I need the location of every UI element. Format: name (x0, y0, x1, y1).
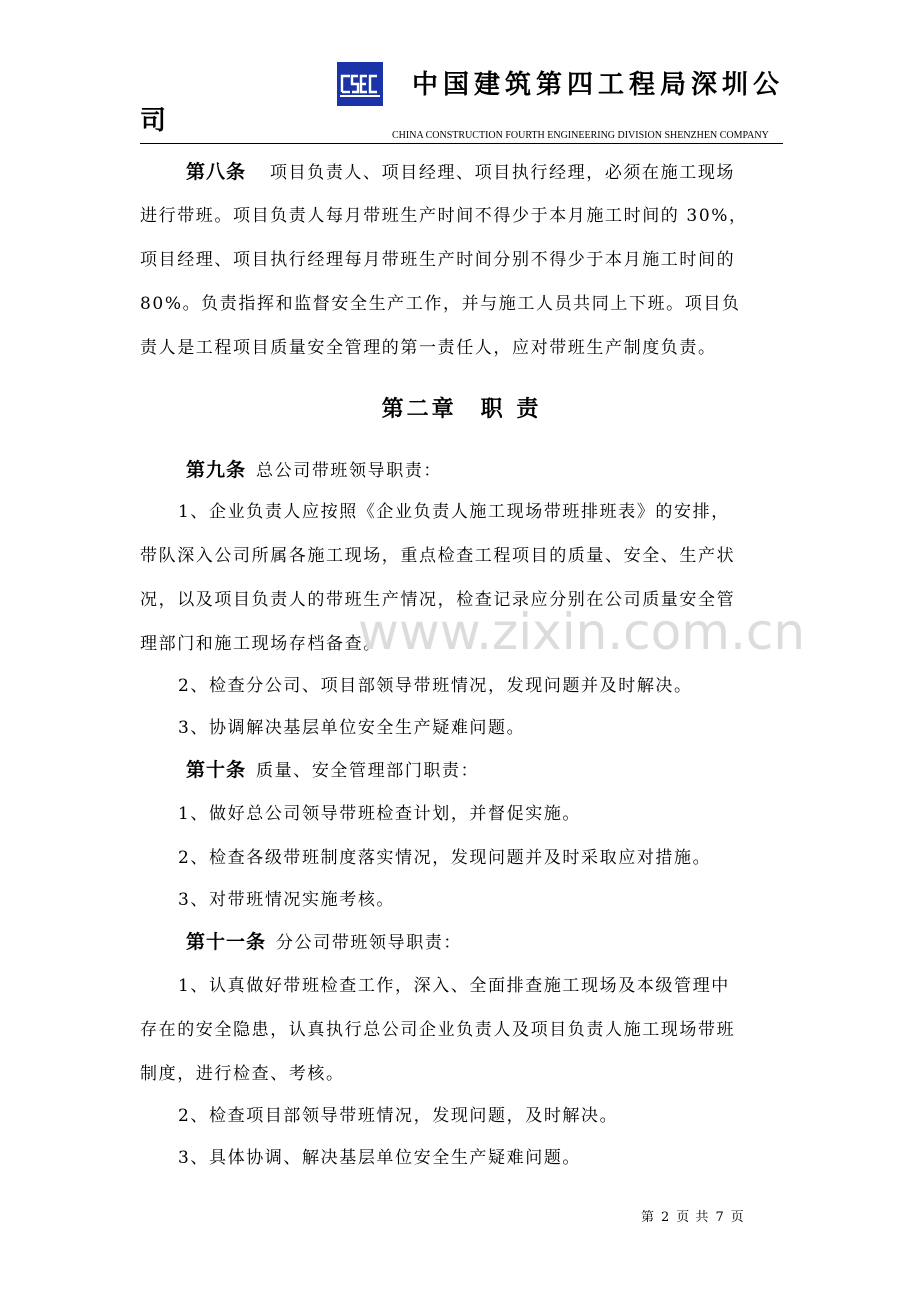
article-8-line-4: 80%。负责指挥和监督安全生产工作，并与施工人员共同上下班。项目负 (140, 294, 741, 314)
article-11-item-2 (140, 1096, 783, 1136)
article-8-label: 第八条 (186, 161, 247, 183)
page-number (638, 1206, 748, 1225)
article-9-item-2 (140, 666, 783, 706)
article-10-item-1-text: 1、做好总公司领导带班检查计划，并督促实施。 (178, 804, 582, 824)
article-11-label: 第十一条 (186, 931, 267, 953)
page-current: 2 (661, 1210, 671, 1225)
article-10-item-2 (140, 838, 783, 878)
article-10-item-3-text: 3、对带班情况实施考核。 (178, 890, 396, 910)
article-10-heading (140, 750, 783, 791)
article-9-item-2-text: 2、检查分公司、项目部领导带班情况，发现问题并及时解决。 (178, 676, 693, 696)
article-11-title: 分公司带班领导职责： (276, 933, 463, 953)
company-title: 中国建筑第四工程局深圳公 (412, 70, 785, 100)
article-11-item-1-line-3: 制度，进行检查、考核。 (140, 1064, 345, 1084)
article-9-item-3 (140, 708, 783, 748)
article-9-label: 第九条 (186, 459, 247, 481)
article-9-item-1-line-1 (140, 492, 783, 532)
article-10-title: 质量、安全管理部门职责： (256, 761, 480, 781)
article-11-heading (140, 922, 783, 963)
article-8-line-2: 进行带班。项目负责人每月带班生产时间不得少于本月施工时间的 30%， (140, 206, 748, 226)
article-9-item-1-text: 1、企业负责人应按照《企业负责人施工现场带班排班表》的安排， (178, 502, 730, 522)
article-11-item-3-text: 3、具体协调、解决基层单位安全生产疑难问题。 (178, 1148, 582, 1168)
chapter-title: 职 责 (480, 397, 542, 422)
article-11-item-1-text: 1、认真做好带班检查工作，深入、全面排查施工现场及本级管理中 (178, 976, 730, 996)
article-9-title: 总公司带班领导职责： (256, 461, 443, 481)
article-9-heading (140, 450, 783, 491)
article-9-item-1-line-2: 带队深入公司所属各施工现场，重点检查工程项目的质量、安全、生产状 (140, 546, 736, 566)
article-9-item-1-line-3: 况，以及项目负责人的带班生产情况，检查记录应分别在公司质量安全管 (140, 590, 736, 610)
chapter-heading (140, 392, 783, 423)
article-11-item-1-line-1 (140, 966, 783, 1006)
company-english-name: CHINA CONSTRUCTION FOURTH ENGINEERING DIVISION SHENZHEN COMPANY (392, 130, 769, 141)
article-8-line-5: 责人是工程项目质量安全管理的第一责任人，应对带班生产制度负责。 (140, 338, 717, 358)
company-title-continued: 司 (140, 106, 167, 136)
article-8-line-3: 项目经理、项目执行经理每月带班生产时间分别不得少于本月施工时间的 (140, 250, 736, 270)
article-9-item-3-text: 3、协调解决基层单位安全生产疑难问题。 (178, 718, 526, 738)
article-10-item-3 (140, 880, 783, 920)
cscec-logo-icon (337, 62, 383, 106)
page-total: 7 (715, 1210, 725, 1225)
watermark: www.zixin.com.cn (358, 603, 806, 661)
page-middle: 页 共 (676, 1210, 710, 1225)
article-9-item-1-line-4: 理部门和施工现场存档备查。 (140, 634, 382, 654)
article-8-line-1 (140, 152, 783, 193)
article-11-item-1-line-2: 存在的安全隐患，认真执行总公司企业负责人及项目负责人施工现场带班 (140, 1020, 736, 1040)
article-10-item-1 (140, 794, 783, 834)
page-prefix: 第 (641, 1210, 656, 1225)
header-divider (140, 143, 783, 144)
article-10-item-2-text: 2、检查各级带班制度落实情况，发现问题并及时采取应对措施。 (178, 848, 712, 868)
article-10-label: 第十条 (186, 759, 247, 781)
page-suffix: 页 (730, 1210, 745, 1225)
article-11-item-2-text: 2、检查项目部领导带班情况，发现问题，及时解决。 (178, 1106, 619, 1126)
article-11-item-3 (140, 1138, 783, 1178)
chapter-number: 第二章 (381, 397, 457, 422)
article-8-text: 项目负责人、项目经理、项目执行经理，必须在施工现场 (270, 163, 736, 183)
